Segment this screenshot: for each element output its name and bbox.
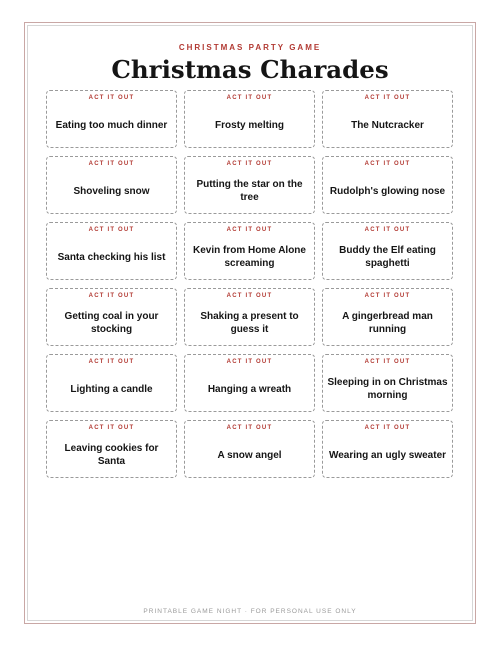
card-tag: ACT IT OUT [88, 161, 135, 167]
card-tag: ACT IT OUT [364, 359, 411, 365]
card-tag: ACT IT OUT [88, 359, 135, 365]
card-prompt: Frosty melting [215, 119, 284, 131]
card-prompt: Wearing an ugly sweater [328, 449, 447, 461]
charade-card [184, 222, 315, 280]
charade-card [184, 156, 315, 214]
charade-card [46, 90, 177, 148]
charade-card [46, 354, 177, 412]
card-prompt: Buddy the Elf eating spaghetti [339, 245, 436, 269]
charade-card [46, 222, 177, 280]
page-footer: PRINTABLE GAME NIGHT · FOR PERSONAL USE ONLY [143, 608, 357, 615]
charade-card [184, 420, 315, 478]
card-prompt: Sleeping in on Christmas morning [327, 377, 448, 401]
card-tag: ACT IT OUT [226, 95, 273, 101]
card-tag: ACT IT OUT [226, 359, 273, 365]
card-prompt: The Nutcracker [351, 119, 424, 131]
charade-card [322, 90, 453, 148]
card-prompt: Lighting a candle [70, 383, 153, 395]
card-tag: ACT IT OUT [226, 425, 273, 431]
page-title: Christmas Charades [111, 55, 389, 84]
card-prompt: Kevin from Home Alone screaming [193, 245, 306, 269]
charade-card [46, 420, 177, 478]
card-prompt: A gingerbread man running [342, 311, 433, 335]
charade-card [322, 354, 453, 412]
card-prompt: Shaking a present to guess it [200, 311, 299, 335]
charade-card [184, 288, 315, 346]
charade-card [322, 222, 453, 280]
card-prompt: Putting the star on the tree [196, 179, 303, 203]
page-eyebrow: CHRISTMAS PARTY GAME [178, 43, 322, 52]
card-tag: ACT IT OUT [364, 161, 411, 167]
charade-card [322, 420, 453, 478]
card-tag: ACT IT OUT [226, 293, 273, 299]
card-tag: ACT IT OUT [364, 293, 411, 299]
charade-card [46, 156, 177, 214]
card-tag: ACT IT OUT [88, 227, 135, 233]
charade-card [184, 354, 315, 412]
card-tag: ACT IT OUT [226, 161, 273, 167]
card-prompt: Eating too much dinner [55, 119, 168, 131]
card-prompt: A snow angel [217, 449, 282, 461]
card-prompt: Santa checking his list [57, 251, 166, 263]
card-tag: ACT IT OUT [226, 227, 273, 233]
card-grid [46, 90, 454, 478]
charade-card [184, 90, 315, 148]
card-prompt: Shoveling snow [73, 185, 150, 197]
charade-card [322, 156, 453, 214]
card-prompt: Hanging a wreath [207, 383, 292, 395]
card-prompt: Leaving cookies for Santa [64, 443, 159, 467]
card-tag: ACT IT OUT [364, 95, 411, 101]
card-prompt: Rudolph's glowing nose [329, 185, 446, 197]
card-tag: ACT IT OUT [88, 425, 135, 431]
card-tag: ACT IT OUT [364, 425, 411, 431]
card-tag: ACT IT OUT [88, 95, 135, 101]
card-prompt: Getting coal in your stocking [64, 311, 159, 335]
charade-card [46, 288, 177, 346]
card-tag: ACT IT OUT [88, 293, 135, 299]
charade-card [322, 288, 453, 346]
card-tag: ACT IT OUT [364, 227, 411, 233]
